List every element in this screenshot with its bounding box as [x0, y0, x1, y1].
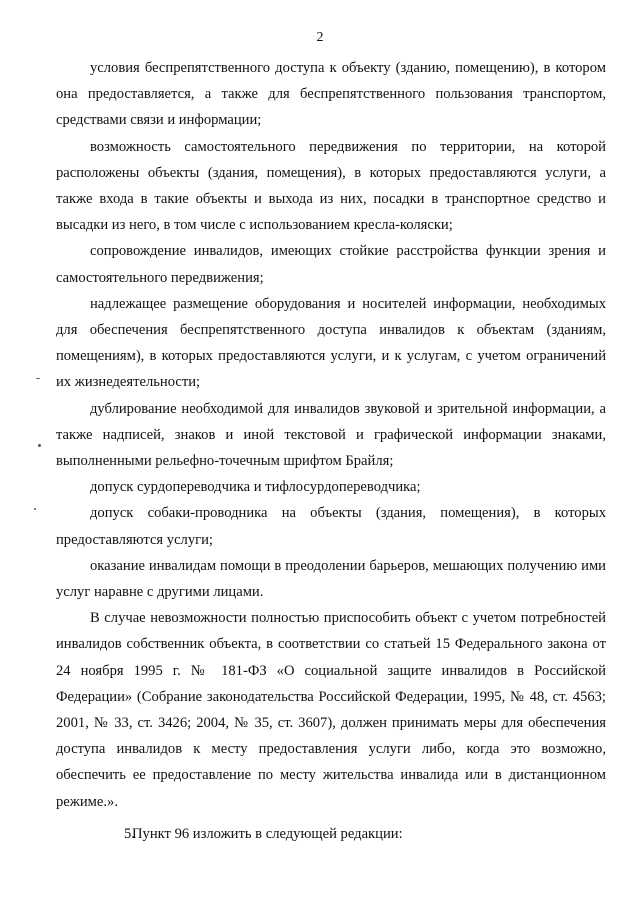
item-text: Пункт 96 изложить в следующей редакции:	[132, 825, 403, 842]
item-number: 5.	[124, 825, 135, 842]
paragraph-guide-dog: допуск собаки-проводника на объекты (здания, помещения), в которых предоставляются услуги;	[56, 505, 606, 548]
paragraph-equipment-placement: надлежащее размещение оборудования и носителей информации, необходимых для обеспечения беспрепятственного доступа инвалидов к объектам (зданиям, помещениям), в которых предоставляются услуги, и к услугам, с учетом ограничений их жизнедеятельности;	[56, 295, 606, 391]
scan-speck	[36, 378, 40, 379]
paragraph-assistance: оказание инвалидам помощи в преодолении барьеров, мешающих получению ими услуг наравне с другими лицами.	[56, 557, 606, 601]
page-number: 2	[316, 30, 324, 45]
scan-speck	[38, 444, 41, 447]
document-body	[56, 55, 606, 847]
paragraph-access-conditions: условия беспрепятственного доступа к объекту (зданию, помещению), в котором она предоставляется, а также для беспрепятственного пользования транспортом, средствами связи и информации;	[56, 60, 606, 129]
numbered-item	[56, 821, 606, 847]
paragraph-sign-interpreter: допуск сурдопереводчика и тифлосурдопереводчика;	[90, 479, 421, 496]
paragraph-escort: сопровождение инвалидов, имеющих стойкие расстройства функции зрения и самостоятельного передвижения;	[56, 243, 606, 286]
paragraph-independent-movement: возможность самостоятельного передвижения по территории, на которой расположены объекты (здания, помещения), в которых предоставляются услуги, а также входа в такие объекты и выхода из них, посадки в транспортное средство и высадки из него, в том числе с использованием кресла-коляски;	[56, 138, 606, 234]
paragraph-owner-obligations: В случае невозможности полностью приспособить объект с учетом потребностей инвалидов собственник объекта, в соответствии со статьей 15 Федерального закона от 24 ноября 1995 г. № 181-ФЗ «О социальной защите инвалидов в Российской Федерации» (Собрание законодательства Российской Федерации, 1995, № 48, ст. 4563; 2001, № 33, ст. 3426; 2004, № 35, ст. 3607), должен принимать меры для обеспечения доступа инвалидов к месту предоставления услуги либо, когда это возможно, обеспечить ее предоставление по месту жительства инвалида или в дистанционном режиме.».	[56, 610, 606, 810]
paragraph-duplication: дублирование необходимой для инвалидов звуковой и зрительной информации, а также надписей, знаков и иной текстовой и графической информации знаками, выполненными рельефно-точечным шрифтом Брайля;	[56, 400, 606, 470]
scan-speck	[34, 508, 36, 510]
